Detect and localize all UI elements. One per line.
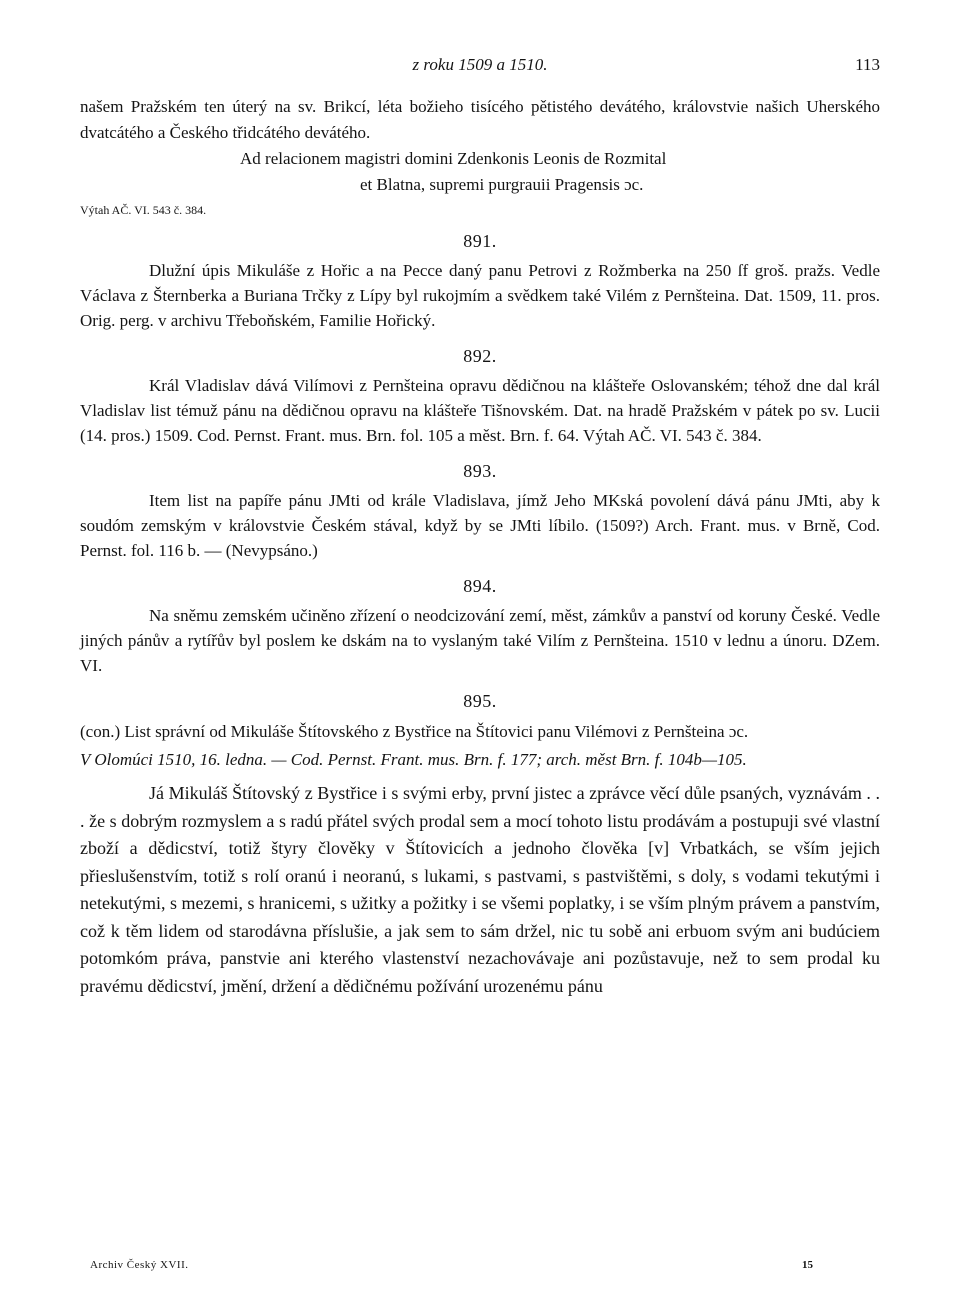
footer-signature: Archiv Český XVII.: [90, 1259, 189, 1271]
entry-895: [80, 688, 880, 1000]
document-page: [80, 52, 880, 1000]
running-title: z roku 1509 a 1510.: [412, 55, 548, 74]
entry-text: Item list na papíře pánu JMti od krále Vladislava, jímž Jeho MKská povolení dává pánu JMti, aby k soudóm zemským v královstvie Českém stával, když by se JMti líbilo. (1509?) Arch. Frant. mus. v Brně, Cod. Pernst. fol. 116 b. — (Nevypsáno.): [80, 491, 880, 560]
entry-number: 893.: [463, 461, 497, 481]
entry-894: [80, 573, 880, 678]
entry-heading: (con.) List správní od Mikuláše Štítovského z Bystřice na Štítovici panu Vilémovi z Pernšteina ɔc.: [80, 722, 749, 741]
page-footer: [80, 1259, 880, 1279]
entry-893: [80, 458, 880, 563]
entry-text: Dlužní úpis Mikuláše z Hořic a na Pecce daný panu Petrovi z Rožmberka na 250 ſf groš. pražs. Vedle Václava z Šternberka a Buriana Trčky z Lípy byl rukojmím a svědkem také Vilém z Pernšteina. Dat. 1509, 11. pros. Orig. perg. v archivu Třeboňském, Familie Hořický.: [80, 261, 880, 330]
relacion-line-2: et Blatna, supremi purgrauii Pragensis ɔc.: [360, 175, 644, 194]
entry-number: 894.: [463, 576, 497, 596]
entry-number: 892.: [463, 346, 497, 366]
entry-891: [80, 228, 880, 333]
running-head: [80, 52, 880, 78]
relacion-line-1: Ad relacionem magistri domini Zdenkonis Leonis de Rozmital: [240, 149, 667, 168]
extract-reference: Výtah AČ. VI. 543 č. 384.: [80, 203, 207, 217]
entry-body: Já Mikuláš Štítovský z Bystřice i s svými erby, první jistec a zprávce věcí důle psaných, vyznávám . . . že s dobrým rozmyslem a s radú přátel svých prodal sem a mocí tohoto listu prodávám a postupuji své vlastní zboží a dědicství, totiž štyry člověky v Štítovicích a jednoho člověka [v] Vrbatkách, se vším jejich přieslušenstvím, totiž s rolí oranú i neoranú, s lukami, s pastvami, s pastvištěmi, s doly, s vodami tekutými i netekutými, s mezemi, s hranicemi, s užitky a požitky i se všemi poplatky, i se vším plným právem a panstvím, což k těm lidem od starodávna příslušie, a jak sem to sám držel, nic tu sobě ani erbuom svým ani budúciem potomkóm práva, panstvie ani kterého vlastenství nezachovávaje ani pozůstavuje, než to sem prodal ku pravému dědicství, jmění, držení a dědičnému požívání urozenému pánu: [80, 783, 880, 996]
entry-date-line: V Olomúci 1510, 16. ledna. — Cod. Pernst. Frant. mus. Brn. f. 177; arch. měst Brn. f. 104b—105.: [80, 750, 747, 769]
page-number: 113: [855, 55, 880, 74]
intro-continuation: našem Pražském ten úterý na sv. Brikcí, léta božieho tisícého pětistého devátého, královstvie našich Uherského dvatcátého a Českého třidcátého devátého.: [80, 97, 880, 142]
entry-number: 891.: [463, 231, 497, 251]
entry-number: 895.: [463, 691, 497, 711]
footer-sheet-number: 15: [802, 1259, 813, 1271]
entry-892: [80, 343, 880, 448]
entry-text: Na sněmu zemském učiněno zřízení o neodcizování zemí, měst, zámkův a panství od koruny České. Vedle jiných pánův a rytířův byl poslem ke dskám na to vyslaným také Vilím z Pernšteina. 1510 v lednu a únoru. DZem. VI.: [80, 606, 880, 675]
entry-text: Král Vladislav dává Vilímovi z Pernšteina opravu dědičnou na klášteře Oslovanském; téhož dne dal král Vladislav list témuž pánu na dědičnou opravu na klášteře Tišnovském. Dat. na hradě Pražském v pátek po sv. Lucii (14. pros.) 1509. Cod. Pernst. Frant. mus. Brn. fol. 105 a měst. Brn. f. 64. Výtah AČ. VI. 543 č. 384.: [80, 376, 880, 445]
